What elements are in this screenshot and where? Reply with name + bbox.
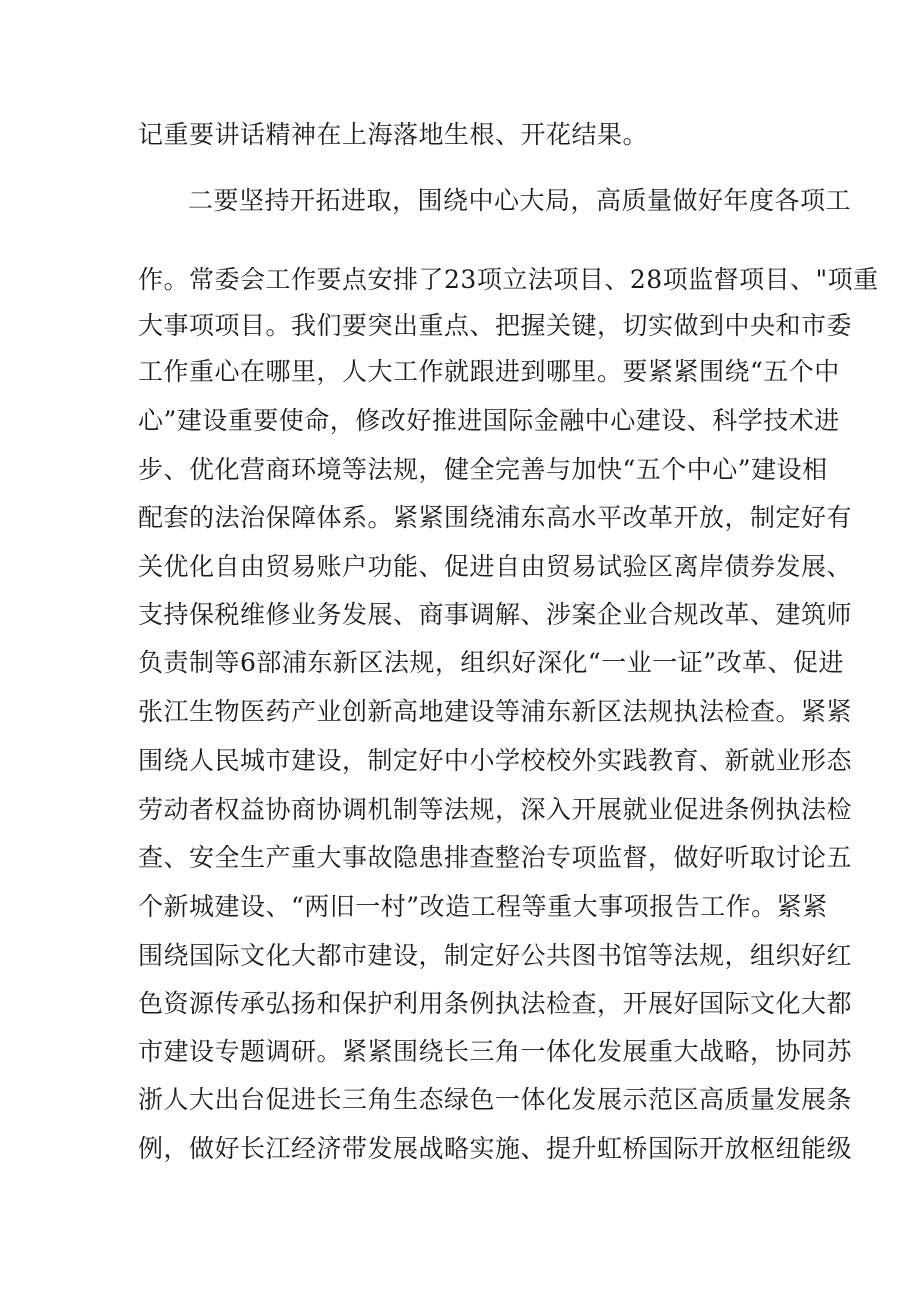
paragraph-2-line: 市建设专题调研。紧紧围绕长三角一体化发展重大战略，协同苏 [138, 1037, 853, 1066]
paragraph-2-line: 例，做好长江经济带发展战略实施、提升虹桥国际开放枢纽能级 [138, 1134, 853, 1163]
paragraph-2-line: 张江生物医药产业创新高地建设等浦东新区法规执法检查。紧紧 [138, 697, 853, 726]
paragraph-2-line: 色资源传承弘扬和保护利用条例执法检查，开展好国际文化大都 [138, 989, 853, 1018]
paragraph-2-line: 支持保税维修业务发展、商事调解、涉案企业合规改革、建筑师 [138, 600, 853, 629]
paragraph-2-line: 劳动者权益协商协调机制等法规，深入开展就业促进条例执法检 [138, 795, 853, 824]
paragraph-2-line: 围绕人民城市建设，制定好中小学校校外实践教育、新就业形态 [138, 746, 853, 775]
paragraph-2-line: 大事项项目。我们要突出重点、把握关键，切实做到中央和市委 [138, 311, 853, 340]
paragraph-2-line: 围绕国际文化大都市建设，制定好公共图书馆等法规，组织好红 [138, 941, 853, 970]
paragraph-2-line: 二要坚持开拓进取，围绕中心大局，高质量做好年度各项工 [188, 186, 852, 215]
paragraph-2-line: 查、安全生产重大事故隐患排查整治专项监督，做好听取讨论五 [138, 843, 853, 872]
paragraph-2-line: 步、优化营商环境等法规，健全完善与加快“五个中心”建设相 [138, 455, 828, 484]
paragraph-2-line: 工作重心在哪里，人大工作就跟进到哪里。要紧紧围绕“五个中 [138, 357, 840, 386]
paragraph-2-line: 心”建设重要使命，修改好推进国际金融中心建设、科学技术进 [138, 406, 840, 435]
paragraph-2-line: 关优化自由贸易账户功能、促进自由贸易试验区离岸债券发展、 [138, 552, 853, 581]
paragraph-1-line: 记重要讲话精神在上海落地生根、开花结果。 [138, 120, 649, 149]
paragraph-2-line: 浙人大出台促进长三角生态绿色一体化发展示范区高质量发展条 [138, 1085, 853, 1114]
paragraph-2-line: 个新城建设、“两旧一村”改造工程等重大事项报告工作。紧紧 [138, 892, 828, 921]
paragraph-2-line: 配套的法治保障体系。紧紧围绕浦东高水平改革开放，制定好有 [138, 503, 853, 532]
paragraph-2-line: 负责制等6部浦东新区法规，组织好深化“一业一证”改革、促进 [138, 648, 844, 677]
paragraph-2-line: 作。常委会工作要点安排了23项立法项目、28项监督项目、"项重 [138, 265, 879, 294]
